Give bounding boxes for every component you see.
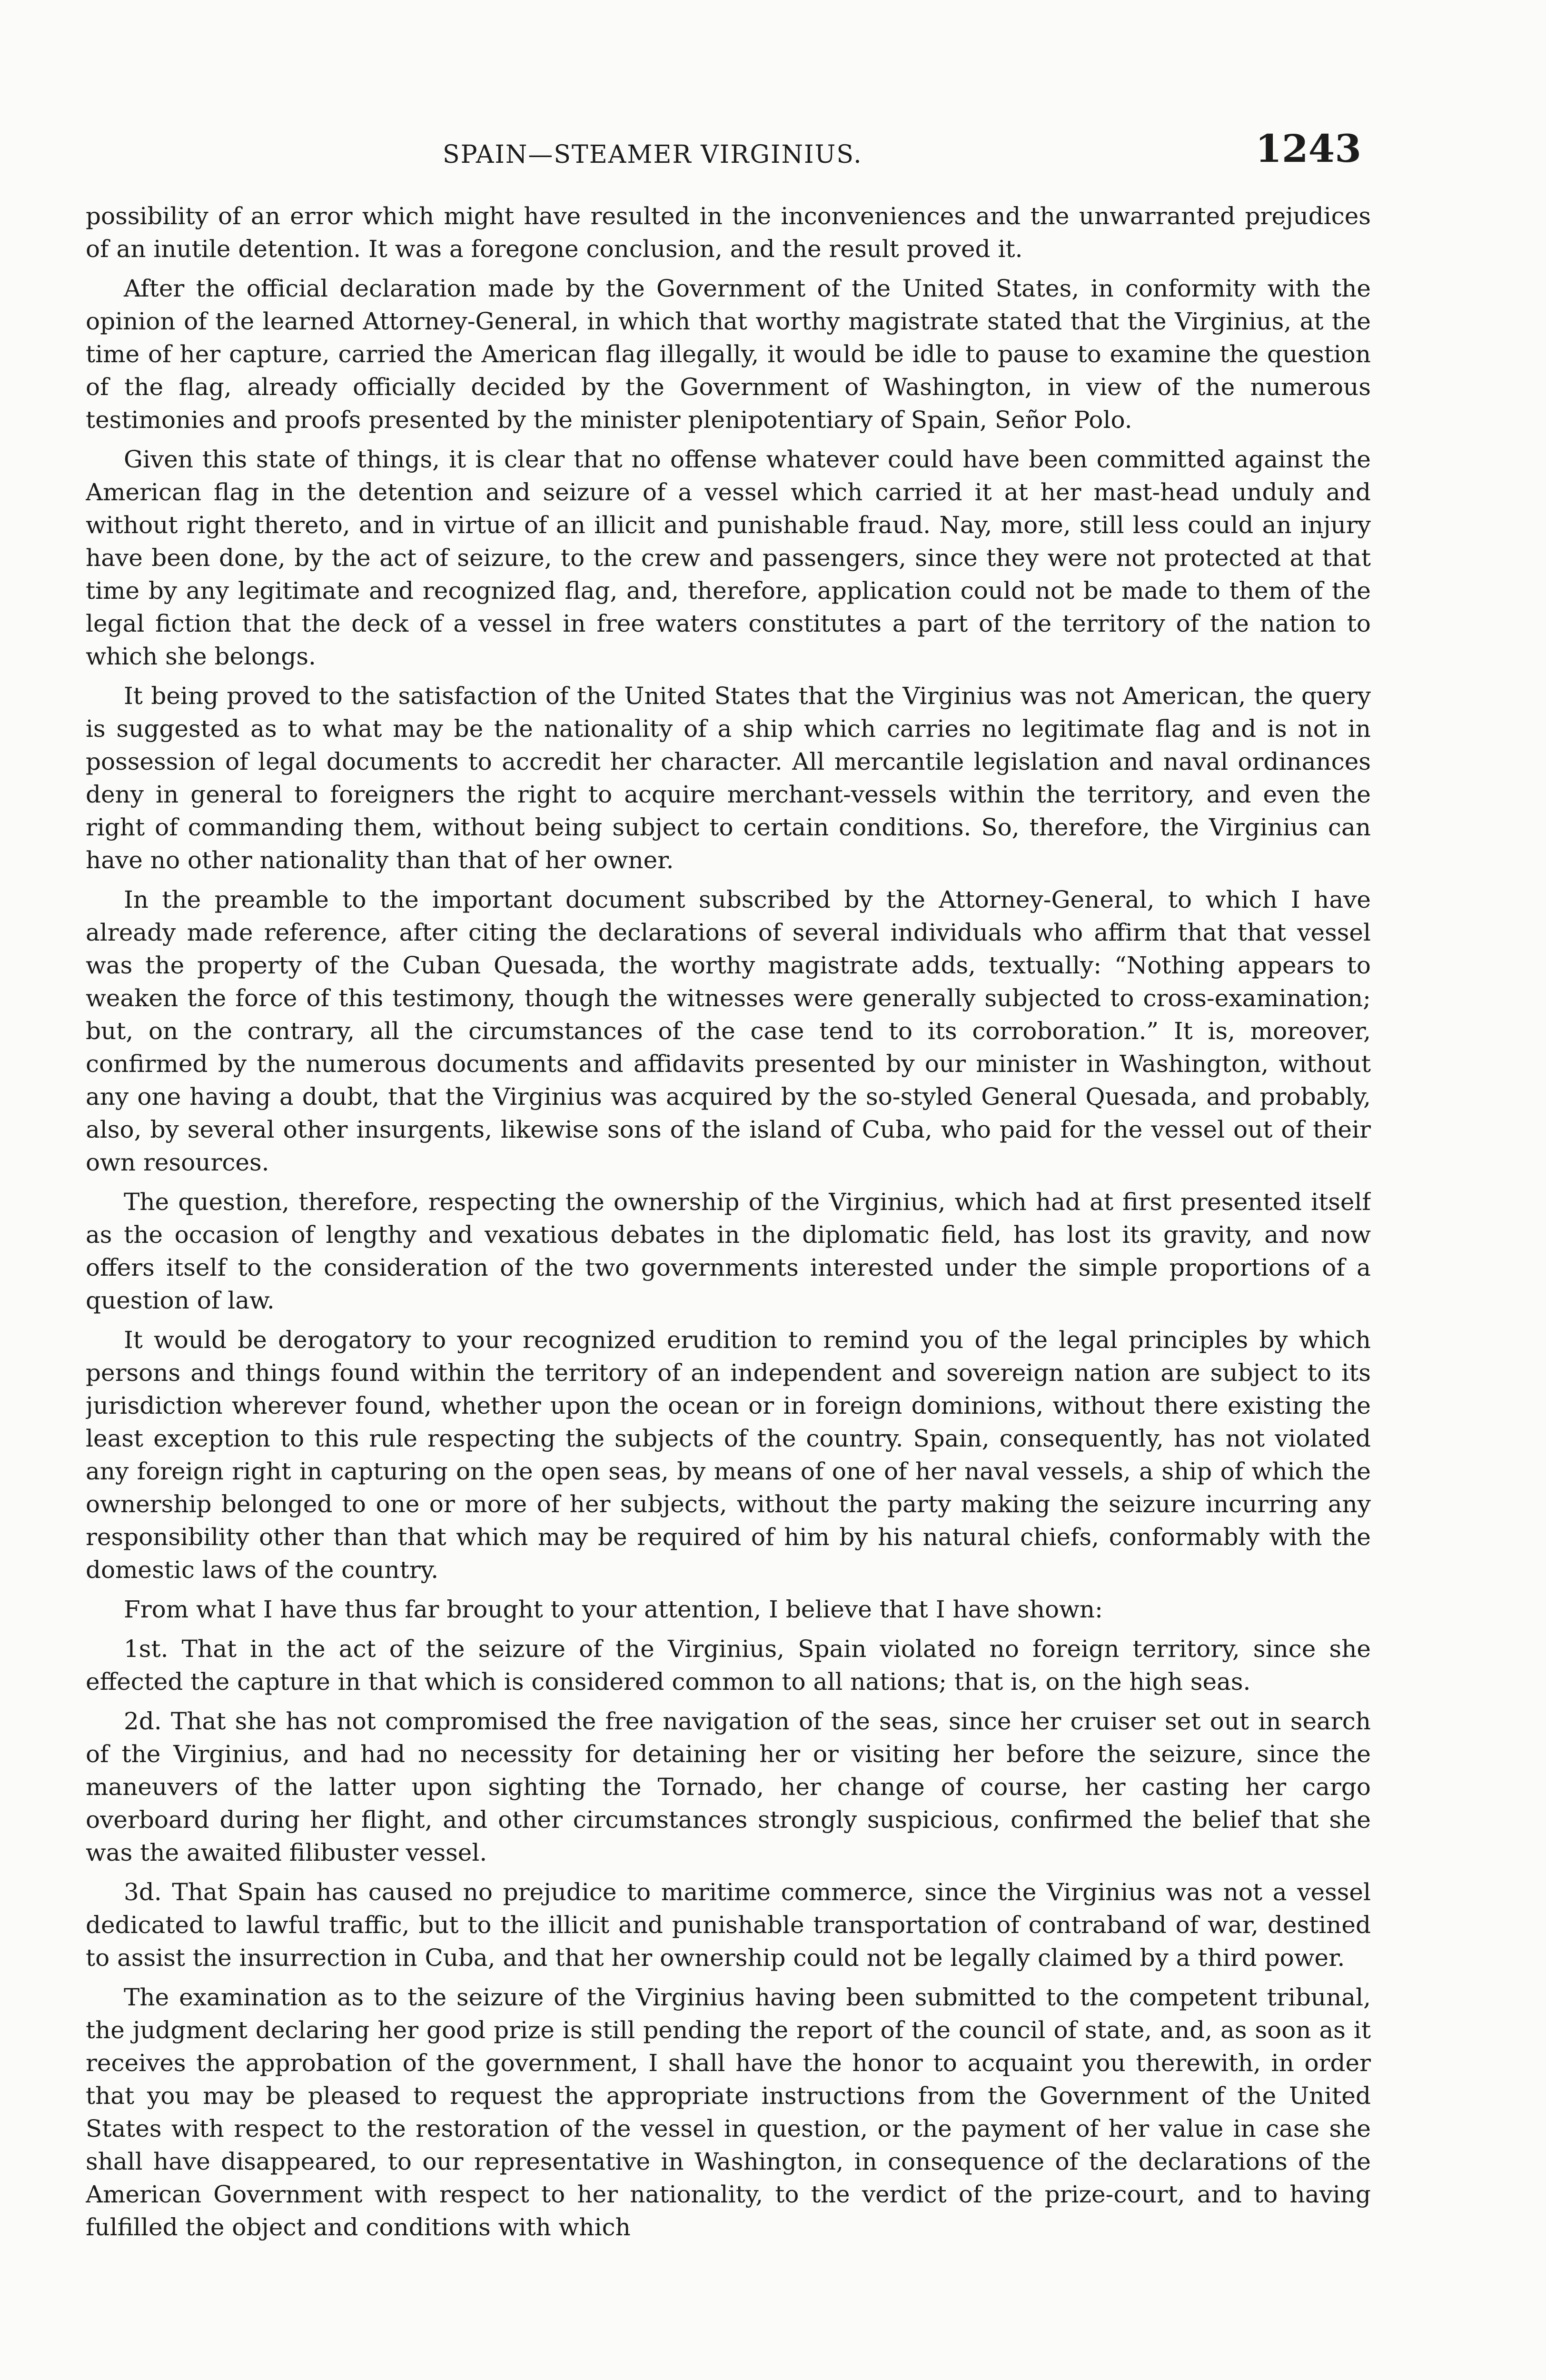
paragraph-ownership: The question, therefore, respecting the ownership of the Virginius, which had at first presented itself as the occasion of lengthy and vexatious debates in the diplomatic field, has lost its gravity, and now offers itself to the consideration of the two governments interested under the simple proportions of a question of law. [86, 1188, 1371, 1314]
paragraph-state-of-things: Given this state of things, it is clear that no offense whatever could have been committed against the American flag in the detention and seizure of a vessel which carried it at her mast-head unduly and without right thereto, and in virtue of an illicit and punishable fraud. Nay, more, still less could an injury have been done, by the act of seizure, to the crew and passengers, since they were not protected at that time by any legitimate and recognized flag, and, therefore, application could not be made to them of the legal fiction that the deck of a vessel in free waters constitutes a part of the territory of the nation to which she belongs. [86, 446, 1371, 670]
paragraph-official-declaration: After the official declaration made by the Government of the United States, in conformity with the opinion of the learned Attorney-General, in which that worthy magistrate stated that the Virginius, at the time of her capture, carried the American flag illegally, it would be idle to pause to examine the question of the flag, already officially decided by the Government of Washington, in view of the numerous testimonies and proofs presented by the minister plenipotentiary of Spain, Señor Polo. [86, 275, 1371, 434]
paragraph-point-third: 3d. That Spain has caused no prejudice to maritime commerce, since the Virginius was not a vessel dedicated to lawful traffic, but to the illicit and punishable transportation of contraband of war, destined to assist the insurrection in Cuba, and that her ownership could not be legally claimed by a third power. [86, 1878, 1371, 1972]
paragraph-nationality: It being proved to the satisfaction of the United States that the Virginius was not American, the query is suggested as to what may be the nationality of a ship which carries no legitimate flag and is not in possession of legal documents to accredit her character. All mercantile legislation and naval ordinances deny in general to foreigners the right to acquire merchant-vessels within the territory, and even the right of commanding them, without being subject to certain conditions. So, therefore, the Virginius can have no other nationality than that of her owner. [86, 682, 1371, 874]
page-number: 1243 [1255, 126, 1361, 171]
paragraph-summary-intro: From what I have thus far brought to your attention, I believe that I have shown: [124, 1596, 1103, 1623]
paragraph-legal-principles: It would be derogatory to your recognized erudition to remind you of the legal principles by which persons and things found within the territory of an independent and sovereign nation are subject to its jurisdiction wherever found, whether upon the ocean or in foreign dominions, without there existing the least exception to this rule respecting the subjects of the country. Spain, consequently, has not violated any foreign right in capturing on the open seas, by means of one of her naval vessels, a ship of which the ownership belonged to one or more of her subjects, without the party making the seizure incurring any responsibility other than that which may be required of him by his natural chiefs, conformably with the domestic laws of the country. [86, 1326, 1371, 1584]
paragraph-examination: The examination as to the seizure of the Virginius having been submitted to the competent tribunal, the judgment declaring her good prize is still pending the report of the council of state, and, as soon as it receives the approbation of the government, I shall have the honor to acquaint you therewith, in order that you may be pleased to request the appropriate instructions from the Government of the United States with respect to the restoration of the vessel in question, or the payment of her value in case she shall have disappeared, to our representative in Washington, in consequence of the declarations of the American Government with respect to her nationality, to the verdict of the prize-court, and to having fulfilled the object and conditions with which [86, 1983, 1371, 2241]
paragraph-preamble: In the preamble to the important document subscribed by the Attorney-General, to which I have already made reference, after citing the declarations of several individuals who affirm that that vessel was the property of the Cuban Quesada, the worthy magistrate adds, textually: “Nothing appears to weaken the force of this testimony, though the witnesses were generally subjected to cross-examination; but, on the contrary, all the circumstances of the case tend to its corroboration.” It is, moreover, confirmed by the numerous documents and affidavits presented by our minister in Washington, without any one having a doubt, that the Virginius was acquired by the so-styled General Quesada, and probably, also, by several other insurgents, likewise sons of the island of Cuba, who paid for the vessel out of their own resources. [86, 886, 1371, 1176]
paragraph-point-first: 1st. That in the act of the seizure of the Virginius, Spain violated no foreign territory, since she effected the capture in that which is considered common to all nations; that is, on the high seas. [86, 1635, 1371, 1696]
page-header [86, 121, 1371, 174]
running-title: SPAIN—STEAMER VIRGINIUS. [443, 140, 862, 169]
paragraph-continuation: possibility of an error which might have resulted in the inconveniences and the unwarranted prejudices of an inutile detention. It was a foregone conclusion, and the result proved it. [86, 202, 1371, 263]
body-text [86, 200, 1371, 2380]
paragraph-point-second: 2d. That she has not compromised the free navigation of the seas, since her cruiser set out in search of the Virginius, and had no necessity for detaining her or visiting her before the seizure, since the maneuvers of the latter upon sighting the Tornado, her change of course, her casting her cargo overboard during her flight, and other circumstances strongly suspicious, confirmed the belief that she was the awaited filibuster vessel. [86, 1707, 1371, 1866]
